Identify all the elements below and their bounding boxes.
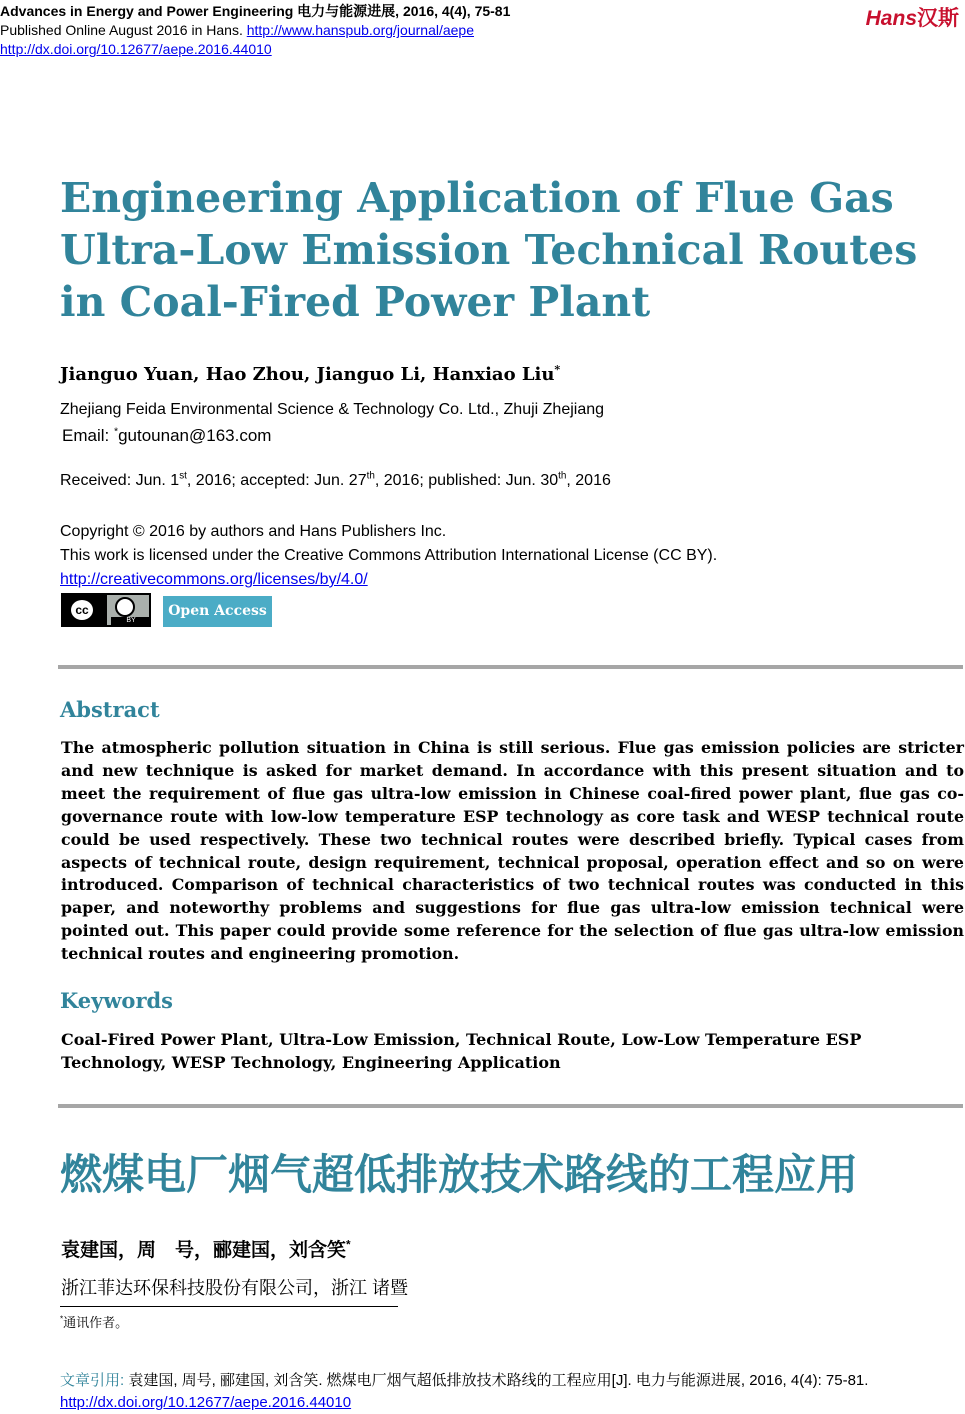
open-access-badge: Open Access	[163, 596, 272, 627]
abstract-text: The atmospheric pollution situation in China is still serious. Flue gas emission policies are stricter and new technique is asked for market demand. In accordance with this present situation and to meet the requirement of flue gas ultra-low emission in Chinese coal-fired power plant, flue gas co-governance route with low-low temperature ESP technology as core task and WESP technical route could be used respectively. These two technical routes were described briefly. Typical cases from aspects of technical route, design requirement, technical proposal, operation effect and so on were introduced. Comparison of technical characteristics of two technical routes was conducted in this paper, and noteworthy problems and suggestions for flue gas ultra-low emission technical were pointed out. This paper could provide some reference for the selection of flue gas ultra-low emission technical routes and engineering promotion.	[61, 738, 964, 964]
cc-by-badge[interactable]	[61, 593, 151, 627]
doi-line	[0, 40, 510, 59]
paper-title-cn: 燃煤电厂烟气超低排放技术路线的工程应用	[60, 1150, 859, 1199]
cc-icon: cc	[69, 598, 95, 622]
email-line	[62, 426, 271, 446]
journal-url-link[interactable]: http://www.hanspub.org/journal/aepe	[246, 22, 474, 38]
published-sup: th	[558, 470, 567, 482]
citation-label: 文章引用:	[60, 1372, 129, 1389]
logo-chinese: 汉斯	[917, 7, 959, 30]
copyright-block	[60, 520, 717, 592]
corresponding-mark: *	[554, 363, 561, 376]
publisher-logo	[866, 2, 959, 32]
attribution-person-icon	[115, 597, 135, 617]
received-date: Received: Jun. 1	[60, 472, 180, 489]
author-names-cn: 袁建国，周 号，郦建国，刘含笑	[61, 1240, 347, 1261]
author-names: Jianguo Yuan, Hao Zhou, Jianguo Li, Hanxiao Liu	[60, 364, 555, 385]
email-label: Email:	[62, 426, 114, 445]
published-prefix: Published Online August 2016 in Hans.	[0, 22, 247, 38]
footnote-mark: *	[60, 1314, 64, 1324]
footnote-text: 通讯作者。	[63, 1315, 129, 1330]
journal-header	[0, 2, 510, 59]
authors-cn	[61, 1235, 351, 1262]
license-line: This work is licensed under the Creative Commons Attribution International License (CC BY).	[60, 547, 718, 564]
section-divider-bottom	[58, 1104, 963, 1108]
citation-doi-link[interactable]: http://dx.doi.org/10.12677/aepe.2016.44010	[60, 1394, 352, 1411]
authors-en	[60, 364, 560, 385]
affiliation-en: Zhejiang Feida Environmental Science & Technology Co. Ltd., Zhuji Zhejiang	[60, 401, 605, 418]
keywords-text: Coal-Fired Power Plant, Ultra-Low Emission, Technical Route, Low-Low Temperature ESP Technology, WESP Technology, Engineering Application	[61, 1030, 862, 1072]
logo-latin: Hans	[865, 7, 917, 30]
abstract-heading: Abstract	[60, 697, 160, 722]
journal-name-line: Advances in Energy and Power Engineering 电力与能源进展, 2016, 4(4), 75-81	[0, 3, 511, 19]
citation-block	[60, 1370, 965, 1414]
corresponding-mark-cn: *	[346, 1238, 351, 1252]
accepted-date: , 2016; accepted: Jun. 27	[186, 472, 367, 489]
affiliation-cn: 浙江菲达环保科技股份有限公司，浙江 诸暨	[61, 1278, 408, 1298]
accepted-sup: th	[366, 470, 375, 482]
published-date: , 2016; published: Jun. 30	[374, 472, 559, 489]
dates-line	[60, 472, 611, 490]
footnote-divider	[60, 1306, 398, 1307]
paper-title-en: Engineering Application of Flue Gas Ultra-Low Emission Technical Routes in Coal-Fired Power Plant	[60, 174, 918, 326]
received-sup: st	[179, 470, 187, 482]
citation-text: 袁建国, 周号, 郦建国, 刘含笑. 燃煤电厂烟气超低排放技术路线的工程应用[J]. 电力与能源进展, 2016, 4(4): 75-81.	[128, 1372, 869, 1389]
keywords-heading: Keywords	[60, 988, 174, 1013]
email-address[interactable]: gutounan@163.com	[118, 426, 272, 445]
license-link[interactable]: http://creativecommons.org/licenses/by/4.0/	[60, 571, 368, 588]
email-mark: *	[113, 425, 119, 438]
published-line	[0, 21, 510, 40]
doi-link[interactable]: http://dx.doi.org/10.12677/aepe.2016.44010	[0, 41, 272, 57]
dates-tail: , 2016	[566, 472, 611, 489]
section-divider-top	[58, 665, 963, 669]
copyright-line: Copyright © 2016 by authors and Hans Publishers Inc.	[60, 523, 447, 540]
by-label: BY	[111, 617, 151, 625]
footnote	[60, 1312, 128, 1331]
